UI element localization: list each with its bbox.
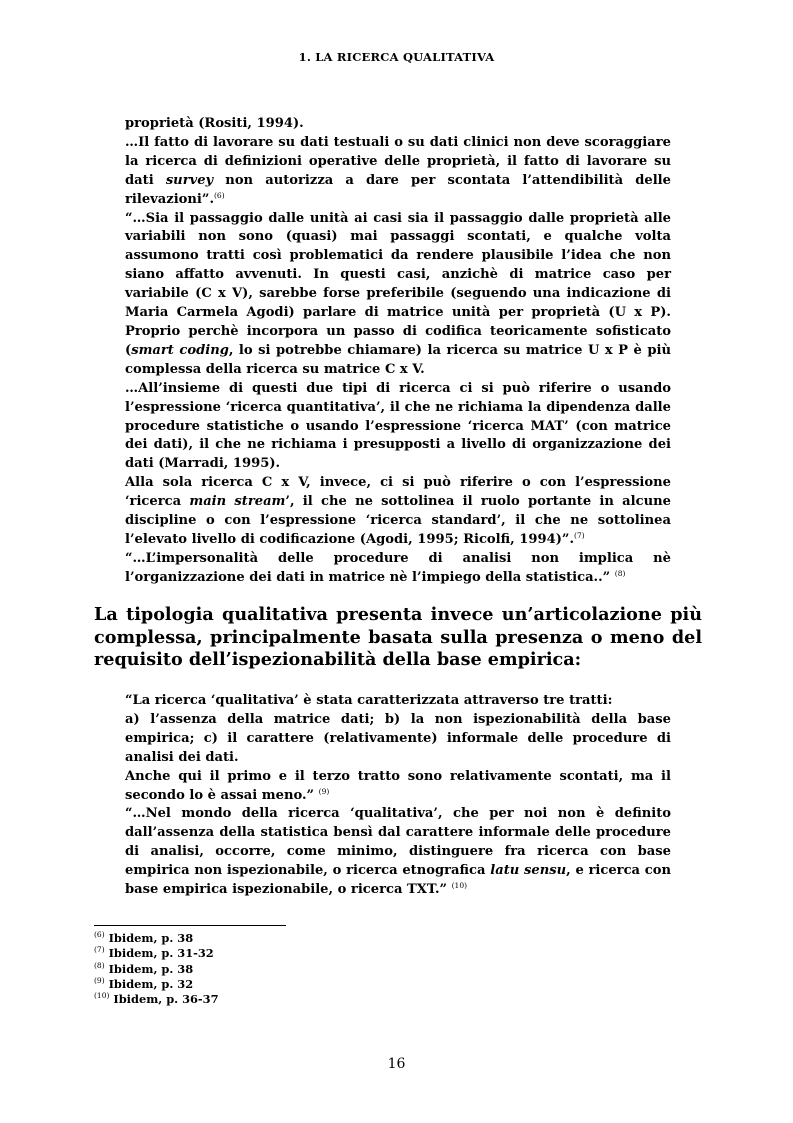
italic-term: main stream	[189, 494, 286, 510]
paragraph	[125, 134, 671, 210]
text-run: ’, il che ne sottolinea il ruolo portante in alcune discipline o con l’espressione ‘ricerca standard’, il che ne sottolinea l’elevato livello di codificazione (Agodi, 1995; Ricolfi, 1994)”.	[125, 494, 671, 547]
text-run: “La ricerca ‘qualitativa’ è stata caratterizzata attraverso tre tratti:	[125, 693, 613, 708]
page-number: 16	[387, 1056, 406, 1072]
text-run: “…Sia il passaggio dalle unità ai casi sia il passaggio dalle proprietà alle variabili non sono (quasi) mai passaggi scontati, e qualche volta assumono tratti così problematici da rendere plausibile l’idea che non siano affatto avvenuti. In questi casi, anzichè di matrice caso per variabile (C x V), sarebbe forse preferibile (seguendo una indicazione di Maria Carmela Agodi) parlare di matrice unità per proprietà (U x P). Proprio perchè incorpora un passo di codifica teoricamente sofisticato (	[125, 210, 671, 358]
text-run: non autorizza a dare per scontata l’attendibilità delle rilevazioni”.	[125, 172, 671, 207]
footnote-text: Ibidem, p. 31-32	[108, 946, 214, 961]
italic-term: latu sensu	[490, 863, 567, 879]
footnote-number: (7)	[94, 945, 105, 955]
text-run: a) l’assenza della matrice dati; b) la non ispezionabilità della base empirica; c) il carattere (relativamente) informale delle procedure di analisi dei dati.	[125, 711, 671, 765]
footnote-text: Ibidem, p. 38	[108, 961, 194, 976]
section-heading: La tipologia qualitativa presenta invece un’articolazione più complessa, principalmente basata sulla presenza o meno del requisito dell’ispezionabilità della base empirica:	[94, 604, 702, 671]
text-run: proprietà (Rositi, 1994).	[125, 116, 304, 131]
quote-block-2	[125, 692, 671, 900]
paragraph	[125, 768, 671, 806]
paragraph	[125, 115, 671, 134]
footnote	[94, 962, 219, 977]
paragraph	[125, 380, 671, 475]
text-run: Anche qui il primo e il terzo tratto sono relativamente scontati, ma il secondo lo è assai meno.”	[125, 768, 671, 803]
italic-term: smart coding	[131, 342, 229, 358]
footnote-text: Ibidem, p. 32	[108, 976, 194, 991]
text-run: , lo si potrebbe chiamare) la ricerca su matrice U x P è più complessa della ricerca su matrice C x V.	[125, 342, 671, 377]
footnote	[94, 992, 219, 1007]
text-run: , e ricerca con base empirica ispezionabile, o ricerca TXT.”	[125, 863, 672, 898]
text-run: …All’insieme di questi due tipi di ricerca ci si può riferire o usando l’espressione ‘ricerca quantitativa’, il che ne richiama la dipendenza dalle procedure statistiche o usando l’espressione ‘ricerca MAT’ (con matrice dei dati), il che ne richiama i presupposti a livello di organizzazione dei dati (Marradi, 1995).	[125, 380, 671, 472]
paragraph	[125, 711, 671, 768]
text-run: Alla sola ricerca C x V, invece, ci si può riferire o con l’espressione ‘ricerca	[125, 475, 671, 510]
footnote	[94, 977, 219, 992]
footnotes	[94, 931, 219, 1007]
footnote-number: (6)	[94, 930, 105, 939]
paragraph	[125, 210, 671, 380]
running-header: 1. LA RICERCA QUALITATIVA	[298, 50, 495, 64]
text-run: “…L’impersonalità delle procedure di analisi non implica nè l’organizzazione dei dati in matrice nè l’impiego della statistica..”	[125, 550, 671, 585]
note-ref: (10)	[451, 881, 468, 891]
footnote	[94, 946, 219, 961]
footnote-number: (8)	[94, 960, 105, 970]
note-ref: (9)	[318, 786, 330, 796]
quote-block-1	[125, 115, 671, 588]
paragraph	[125, 692, 671, 711]
note-ref: (6)	[214, 190, 225, 200]
text-run: “…Nel mondo della ricerca ‘qualitativa’, che per noi non è definito dall’assenza della statistica bensì dal carattere informale delle procedure di analisi, occorre, come minimo, distinguere fra ricerca con base empirica non ispezionabile, o ricerca etnografica	[125, 806, 671, 879]
text-run: …Il fatto di lavorare su dati testuali o su dati clinici non deve scoraggiare la ricerca di definizioni operative delle proprietà, il fatto di lavorare su dati	[125, 134, 671, 188]
paragraph	[125, 805, 671, 900]
note-ref: (7)	[574, 530, 585, 540]
footnote-number: (9)	[94, 975, 105, 985]
note-ref: (8)	[614, 568, 626, 578]
italic-term: survey	[165, 172, 214, 188]
footnote-divider	[94, 925, 286, 926]
paragraph	[125, 550, 671, 588]
footnote-text: Ibidem, p. 38	[108, 931, 194, 945]
footnote	[94, 931, 219, 946]
footnote-number: (10)	[94, 991, 110, 1001]
footnote-text: Ibidem, p. 36-37	[113, 992, 219, 1007]
paragraph	[125, 474, 671, 550]
